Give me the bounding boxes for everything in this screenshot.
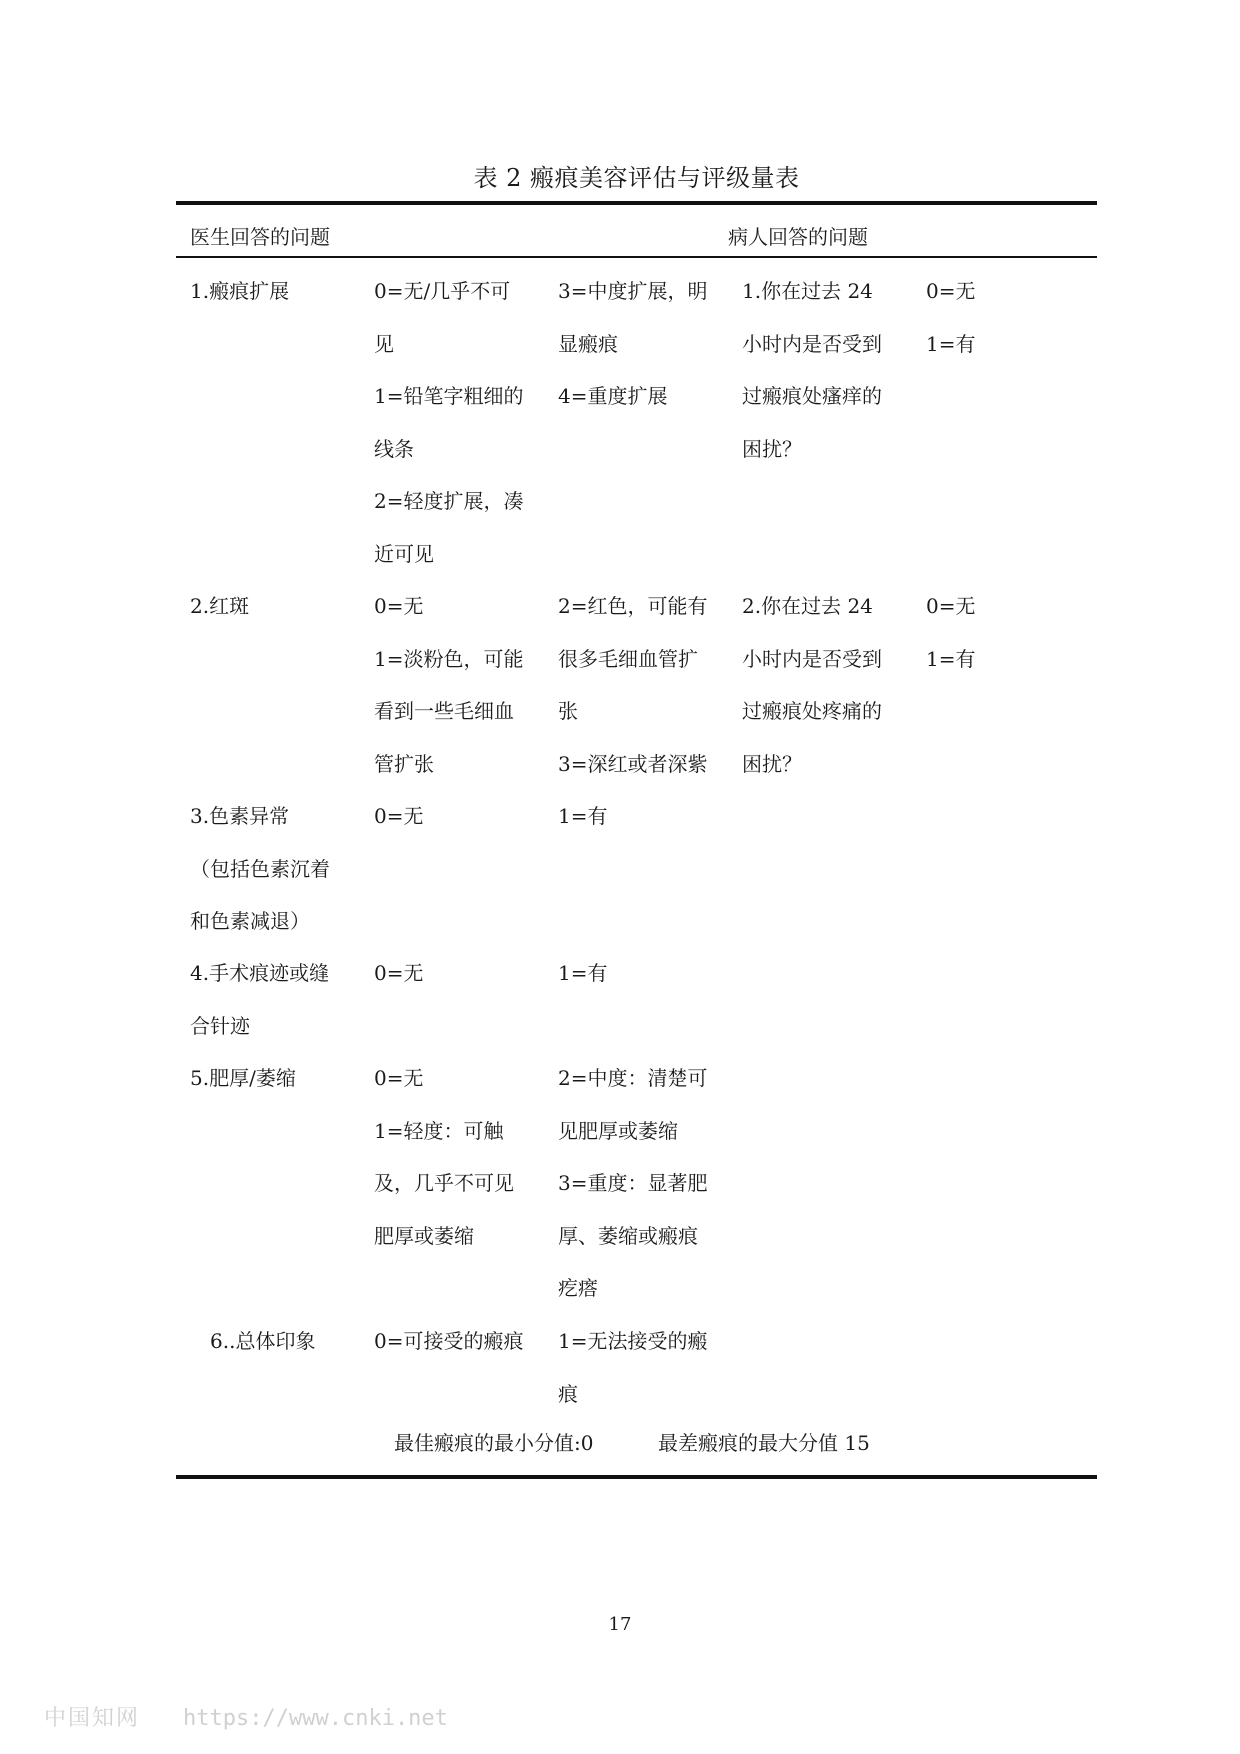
item-name-cell: 6..总体印象 [210, 1329, 316, 1353]
score-cell-high: 3=中度扩展，明 显瘢痕 4=重度扩展 [558, 279, 708, 408]
score-cell-low: 0=无 [374, 961, 424, 985]
patient-answer-cell: 0=无 1=有 [926, 279, 976, 356]
item-name-cell: 5.肥厚/萎缩 [190, 1066, 296, 1090]
cnki-watermark [44, 1704, 448, 1734]
item-name-cell: 2.红斑 [190, 594, 250, 618]
page-number: 17 [608, 1614, 632, 1635]
score-cell-low: 0=无 [374, 804, 424, 828]
watermark-url-text: https://www.cnki.net [183, 1706, 448, 1731]
score-cell-high: 2=红色，可能有 很多毛细血管扩 张 3=深红或者深紫 [558, 594, 708, 776]
score-cell-high: 1=有 [558, 804, 608, 828]
score-cell-high: 2=中度：清楚可 见肥厚或萎缩 3=重度：显著肥 厚、萎缩或瘢痕 疙瘩 [558, 1066, 708, 1300]
score-cell-low: 0=可接受的瘢痕 [374, 1329, 524, 1353]
patient-answer-cell: 0=无 1=有 [926, 594, 976, 671]
header-patient-questions: 病人回答的问题 [728, 225, 868, 249]
header-divider-rule [176, 256, 1097, 258]
min-score-text: 最佳瘢痕的最小分值:0 [394, 1431, 594, 1455]
max-score-text: 最差瘢痕的最大分值 15 [658, 1431, 870, 1455]
watermark-cn-text: 中国知网 [44, 1706, 141, 1731]
score-cell-low: 0=无 1=轻度：可触 及，几乎不可见 肥厚或萎缩 [374, 1066, 514, 1248]
item-name-cell: 3.色素异常 （包括色素沉着 和色素减退） [190, 804, 330, 933]
item-name-cell: 1.瘢痕扩展 [190, 279, 290, 303]
item-name-cell: 4.手术痕迹或缝 合针迹 [190, 961, 330, 1038]
score-cell-high: 1=有 [558, 961, 608, 985]
patient-question-cell: 2.你在过去 24 小时内是否受到 过瘢痕处疼痛的 困扰？ [742, 594, 882, 776]
table-top-rule [176, 201, 1097, 205]
table-bottom-rule [176, 1475, 1097, 1479]
score-cell-low: 0=无 1=淡粉色，可能 看到一些毛细血 管扩张 [374, 594, 524, 776]
patient-question-cell: 1.你在过去 24 小时内是否受到 过瘢痕处瘙痒的 困扰？ [742, 279, 882, 461]
table-title: 表 2 瘢痕美容评估与评级量表 [473, 164, 800, 192]
score-cell-high: 1=无法接受的瘢 痕 [558, 1329, 708, 1406]
header-doctor-questions: 医生回答的问题 [190, 225, 330, 249]
score-cell-low: 0=无/几乎不可 见 1=铅笔字粗细的 线条 2=轻度扩展，凑 近可见 [374, 279, 524, 566]
